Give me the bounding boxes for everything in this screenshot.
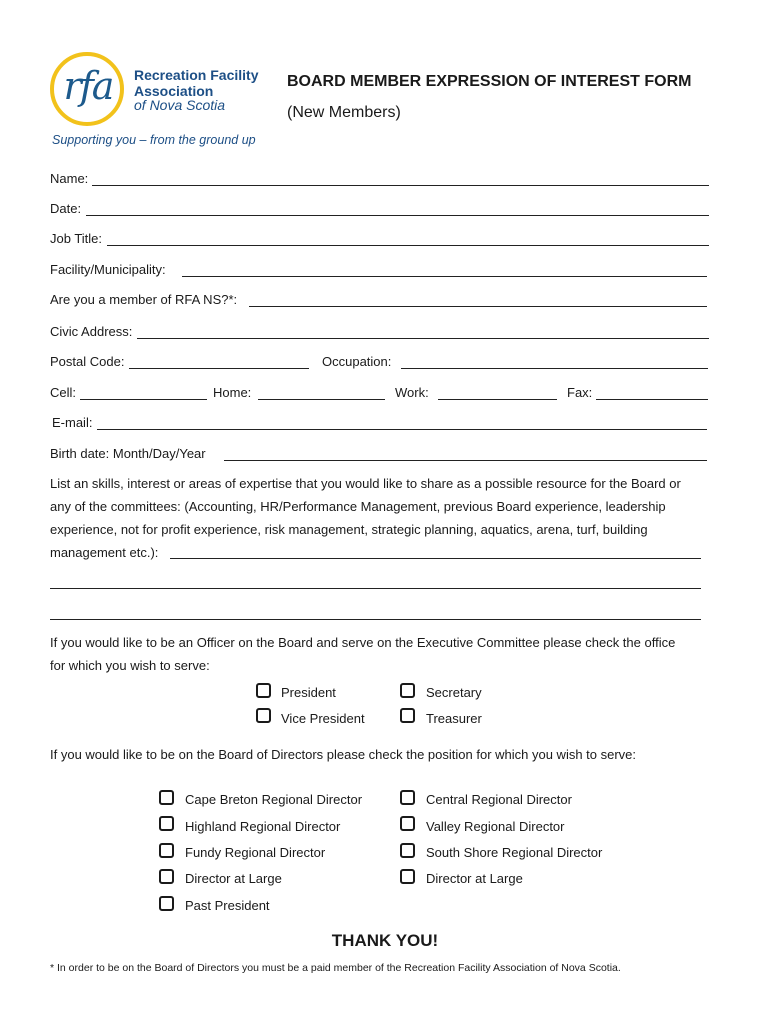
director-at-large-right-checkbox[interactable] bbox=[400, 869, 415, 884]
birth-date-field[interactable] bbox=[224, 460, 707, 461]
central-checkbox[interactable] bbox=[400, 790, 415, 805]
treasurer-label: Treasurer bbox=[426, 711, 482, 726]
expertise-field-2[interactable] bbox=[50, 588, 701, 589]
directors-prompt: If you would like to be on the Board of Directors please check the position for which you wish to serve: bbox=[50, 747, 637, 762]
fax-field[interactable] bbox=[596, 399, 708, 400]
civic-address-label: Civic Address: bbox=[50, 324, 133, 339]
birth-date-label: Birth date: Month/Day/Year bbox=[50, 446, 206, 461]
member-label: Are you a member of RFA NS?*: bbox=[50, 292, 238, 307]
fundy-label: Fundy Regional Director bbox=[185, 845, 326, 860]
work-label: Work: bbox=[395, 385, 429, 400]
central-label: Central Regional Director bbox=[426, 792, 572, 807]
occupation-label: Occupation: bbox=[322, 354, 392, 369]
vice-president-label: Vice President bbox=[281, 711, 365, 726]
cape-breton-label: Cape Breton Regional Director bbox=[185, 792, 363, 807]
member-field[interactable] bbox=[249, 306, 707, 307]
expertise-line: List an skills, interest or areas of expertise that you would like to share as a possible resource for the Board or bbox=[50, 476, 681, 491]
president-label: President bbox=[281, 685, 336, 700]
membership-footnote: * In order to be on the Board of Directors you must be a paid member of the Recreation Facility Association of Nova Scotia. bbox=[50, 962, 621, 974]
occupation-field[interactable] bbox=[401, 368, 708, 369]
south-shore-checkbox[interactable] bbox=[400, 843, 415, 858]
page-title: BOARD MEMBER EXPRESSION OF INTEREST FORM bbox=[287, 73, 692, 90]
expertise-line: experience, not for profit experience, risk management, strategic planning, aquatics, arena, turf, building bbox=[50, 522, 648, 537]
vice-president-checkbox[interactable] bbox=[256, 708, 271, 723]
expertise-field-3[interactable] bbox=[50, 619, 701, 620]
date-field[interactable] bbox=[86, 215, 709, 216]
logo-letters: rfa bbox=[63, 64, 113, 108]
facility-label: Facility/Municipality: bbox=[50, 262, 166, 277]
job-title-field[interactable] bbox=[107, 245, 709, 246]
cell-field[interactable] bbox=[80, 399, 207, 400]
secretary-checkbox[interactable] bbox=[400, 683, 415, 698]
fax-label: Fax: bbox=[567, 385, 593, 400]
name-field[interactable] bbox=[92, 185, 709, 186]
postal-code-label: Postal Code: bbox=[50, 354, 125, 369]
civic-address-field[interactable] bbox=[137, 338, 709, 339]
valley-checkbox[interactable] bbox=[400, 816, 415, 831]
email-label: E-mail: bbox=[52, 415, 93, 430]
expertise-line: any of the committees: (Accounting, HR/Performance Management, previous Board experience, leadership bbox=[50, 499, 666, 514]
past-president-label: Past President bbox=[185, 898, 270, 913]
date-label: Date: bbox=[50, 201, 82, 216]
valley-label: Valley Regional Director bbox=[426, 819, 565, 834]
officer-line: for which you wish to serve: bbox=[50, 658, 210, 673]
thank-you-heading: THANK YOU! bbox=[331, 931, 439, 950]
org-name-line3: of Nova Scotia bbox=[134, 97, 226, 113]
org-name-line2: Association bbox=[134, 83, 214, 99]
south-shore-label: South Shore Regional Director bbox=[426, 845, 603, 860]
cell-label: Cell: bbox=[50, 385, 77, 400]
director-at-large-left-label: Director at Large bbox=[185, 871, 282, 886]
past-president-checkbox[interactable] bbox=[159, 896, 174, 911]
tagline: Supporting you – from the ground up bbox=[52, 133, 256, 147]
expertise-line: management etc.): bbox=[50, 545, 159, 560]
facility-field[interactable] bbox=[182, 276, 707, 277]
highland-checkbox[interactable] bbox=[159, 816, 174, 831]
officer-line: If you would like to be an Officer on the Board and serve on the Executive Committee please check the office bbox=[50, 635, 676, 650]
president-checkbox[interactable] bbox=[256, 683, 271, 698]
page-subtitle: (New Members) bbox=[287, 104, 401, 121]
org-name-line1: Recreation Facility bbox=[134, 67, 259, 83]
highland-label: Highland Regional Director bbox=[185, 819, 341, 834]
job-title-label: Job Title: bbox=[50, 231, 103, 246]
work-field[interactable] bbox=[438, 399, 557, 400]
expertise-field-1[interactable] bbox=[170, 558, 701, 559]
postal-code-field[interactable] bbox=[129, 368, 309, 369]
director-at-large-left-checkbox[interactable] bbox=[159, 869, 174, 884]
cape-breton-checkbox[interactable] bbox=[159, 790, 174, 805]
email-field[interactable] bbox=[97, 429, 707, 430]
officer-prompt bbox=[50, 631, 730, 677]
home-label: Home: bbox=[213, 385, 252, 400]
treasurer-checkbox[interactable] bbox=[400, 708, 415, 723]
fundy-checkbox[interactable] bbox=[159, 843, 174, 858]
expertise-prompt bbox=[50, 472, 730, 564]
name-label: Name: bbox=[50, 171, 89, 186]
home-field[interactable] bbox=[258, 399, 385, 400]
secretary-label: Secretary bbox=[426, 685, 482, 700]
director-at-large-right-label: Director at Large bbox=[426, 871, 523, 886]
